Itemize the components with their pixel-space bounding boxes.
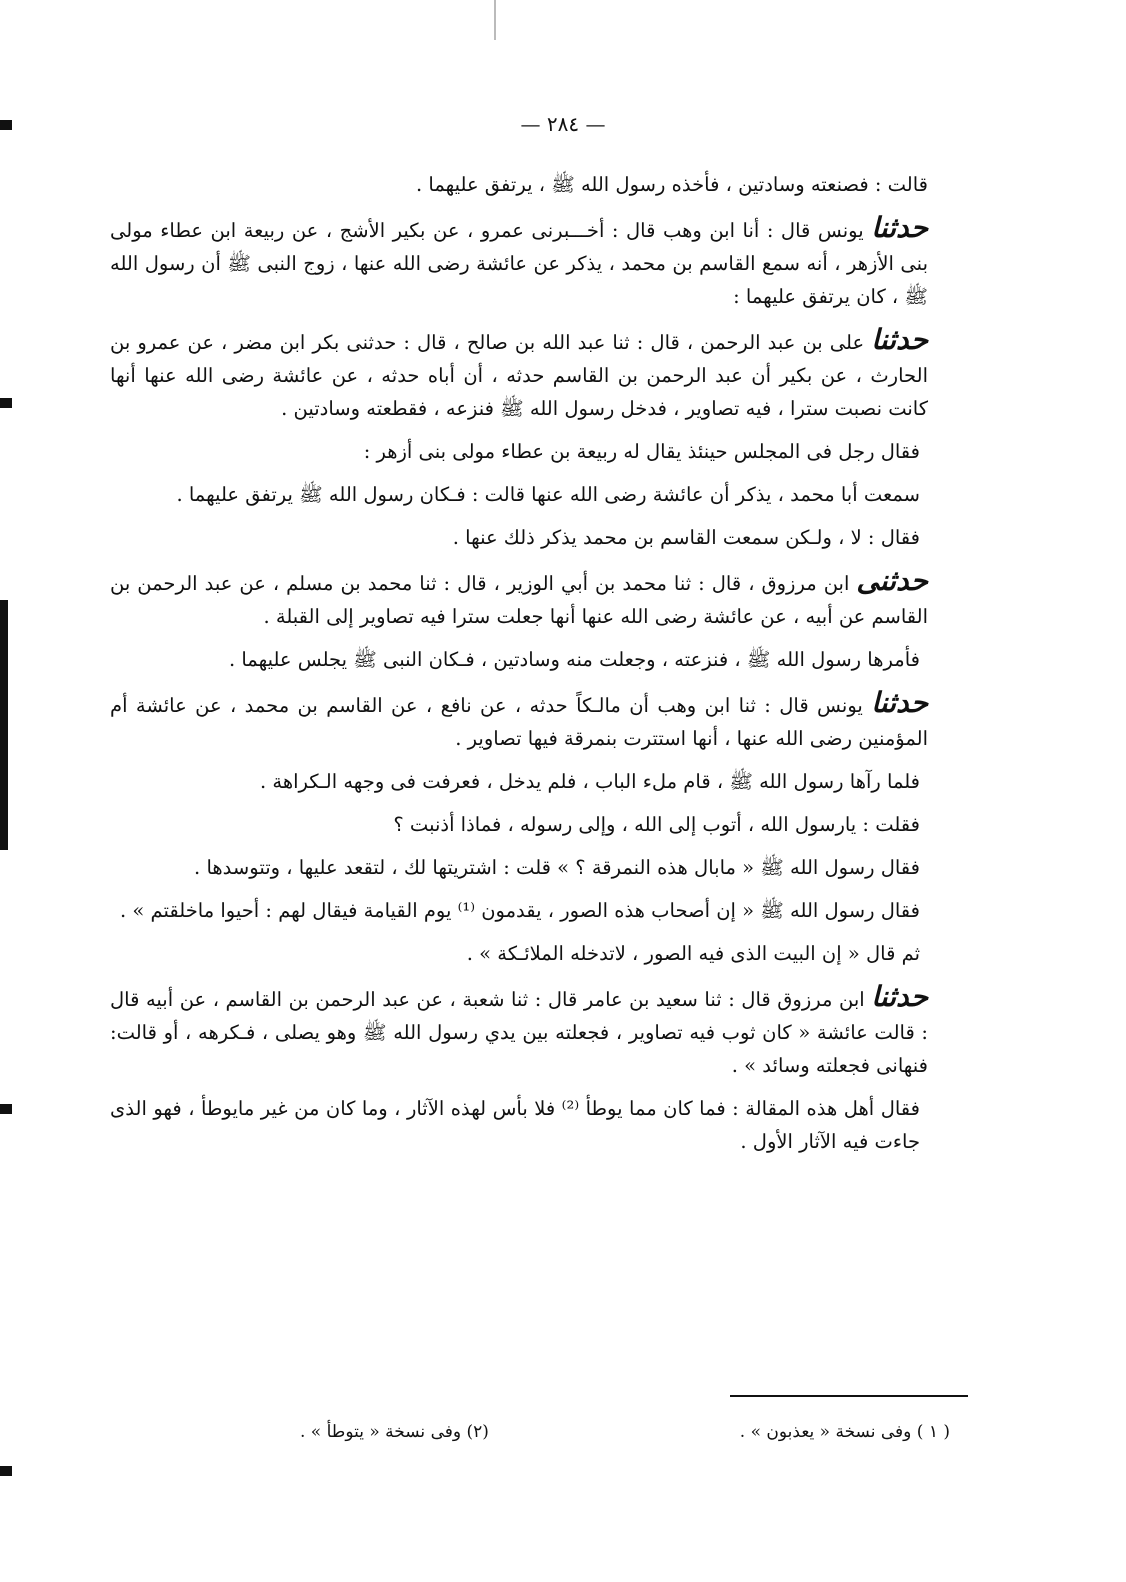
hadith-lead: حدثنا	[871, 211, 928, 244]
hadith-lead: حدثنا	[871, 980, 928, 1013]
paragraph-text: ابن مرزوق ، قال : ثنا محمد بن أبي الوزير ، قال : ثنا محمد بن مسلم ، عن عبد الرحمن بن القاسم عن أبيه ، عن عائشة رضى الله عنها أنها جعلت سترا فيه تصاوير إلى القبلة .	[110, 572, 928, 628]
paragraph	[110, 937, 928, 970]
footnotes	[300, 1422, 950, 1442]
footnote-1: ( ١ ) وفى نسخة « يعذبون » .	[739, 1422, 950, 1442]
paragraph	[110, 980, 928, 1082]
paragraph	[110, 686, 928, 755]
paragraph-text: فقال : لا ، ولـكن سمعت القاسم بن محمد يذكر ذلك عنها .	[452, 526, 920, 549]
paragraph-text: فقال رسول الله ﷺ « إن أصحاب هذه الصور ، يقدمون ⁽¹⁾ يوم القيامة فيقال لهم : أحيوا ماخلقتم » .	[120, 899, 920, 922]
paragraph	[110, 894, 928, 927]
paragraph-text: قالت : فصنعته وسادتين ، فأخذه رسول الله ﷺ ، يرتفق عليهما .	[416, 173, 928, 196]
paragraph	[110, 435, 928, 468]
paragraph-text: فقال أهل هذه المقالة : فما كان مما يوطأ ⁽²⁾ فلا بأس لهذه الآثار ، وما كان من غير مايوطأ ، فهو الذى جاءت فيه الآثار الأول .	[110, 1097, 920, 1153]
paragraph-text: فلما رآها رسول الله ﷺ ، قام ملء الباب ، فلم يدخل ، فعرفت فى وجهه الـكراهة .	[259, 770, 920, 793]
margin-mark	[0, 600, 8, 850]
paragraph-text: ثم قال « إن البيت الذى فيه الصور ، لاتدخله الملائـكة » .	[466, 942, 920, 965]
paragraph	[110, 521, 928, 554]
paragraph-text: يونس قال : ثنا ابن وهب أن مالـكاً حدثه ، عن نافع ، عن القاسم بن محمد ، عن عائشة أم المؤمنين رضى الله عنها ، أنها استترت بنمرقة فيها تصاوير .	[110, 694, 928, 750]
main-text	[110, 168, 928, 1168]
hadith-lead: حدثنى	[856, 564, 928, 597]
paragraph-text: سمعت أبا محمد ، يذكر أن عائشة رضى الله عنها قالت : فـكان رسول الله ﷺ يرتفق عليهما .	[176, 483, 920, 506]
page-number: — ٢٨٤ —	[520, 112, 606, 136]
paragraph-text: فقال رجل فى المجلس حينئذ يقال له ربيعة بن عطاء مولى بنى أزهر :	[363, 440, 920, 463]
paragraph	[110, 808, 928, 841]
paragraph	[110, 765, 928, 798]
paragraph	[110, 168, 928, 201]
margin-mark	[0, 1104, 12, 1114]
margin-mark	[0, 1466, 12, 1476]
paragraph	[110, 478, 928, 511]
paragraph-text: على بن عبد الرحمن ، قال : ثنا عبد الله بن صالح ، قال : حدثنى بكر ابن مضر ، عن عمرو بن الحارث ، عن بكير أن عبد الرحمن بن القاسم حدثه ، أن أباه حدثه ، عن عائشة رضى الله عنها أنها كانت نصبت سترا ، فيه تصاوير ، فدخل رسول الله ﷺ فنزعه ، فقطعته وسادتين .	[110, 331, 928, 420]
scan-artifact	[494, 0, 496, 40]
paragraph	[110, 564, 928, 633]
paragraph-text: فقال رسول الله ﷺ « مابال هذه النمرقة ؟ » قلت : اشتريتها لك ، لتقعد عليها ، وتتوسدها .	[194, 856, 920, 879]
margin-mark	[0, 398, 12, 408]
paragraph	[110, 211, 928, 313]
paragraph-text: فقلت : يارسول الله ، أتوب إلى الله ، وإلى رسوله ، فماذا أذنبت ؟	[393, 813, 920, 836]
paragraph	[110, 643, 928, 676]
paragraph-text: ابن مرزوق قال : ثنا سعيد بن عامر قال : ثنا شعبة ، عن عبد الرحمن بن القاسم ، عن أبيه قال : قالت عائشة « كان ثوب فيه تصاوير ، فجعلته بين يدي رسول الله ﷺ وهو يصلى ، فـكرهه ، أو قالت: فنهانى فجعلته وسائد » .	[110, 988, 928, 1077]
paragraph-text: فأمرها رسول الله ﷺ ، فنزعته ، وجعلت منه وسادتين ، فـكان النبى ﷺ يجلس عليهما .	[228, 648, 920, 671]
paragraph	[110, 323, 928, 425]
hadith-lead: حدثنا	[871, 323, 928, 356]
footnote-divider	[730, 1395, 968, 1397]
paragraph-text: يونس قال : أنا ابن وهب قال : أخـــبرنى عمرو ، عن بكير الأشج ، عن ربيعة ابن عطاء مولى بنى الأزهر ، أنه سمع القاسم بن محمد ، يذكر عن عائشة رضى الله عنها ، زوج النبى ﷺ أن رسول الله ﷺ ، كان يرتفق عليهما :	[110, 219, 928, 308]
paragraph	[110, 851, 928, 884]
hadith-lead: حدثنا	[871, 686, 928, 719]
footnote-2: (٢) وفى نسخة « يتوطأ » .	[300, 1422, 489, 1442]
paragraph	[110, 1092, 928, 1158]
